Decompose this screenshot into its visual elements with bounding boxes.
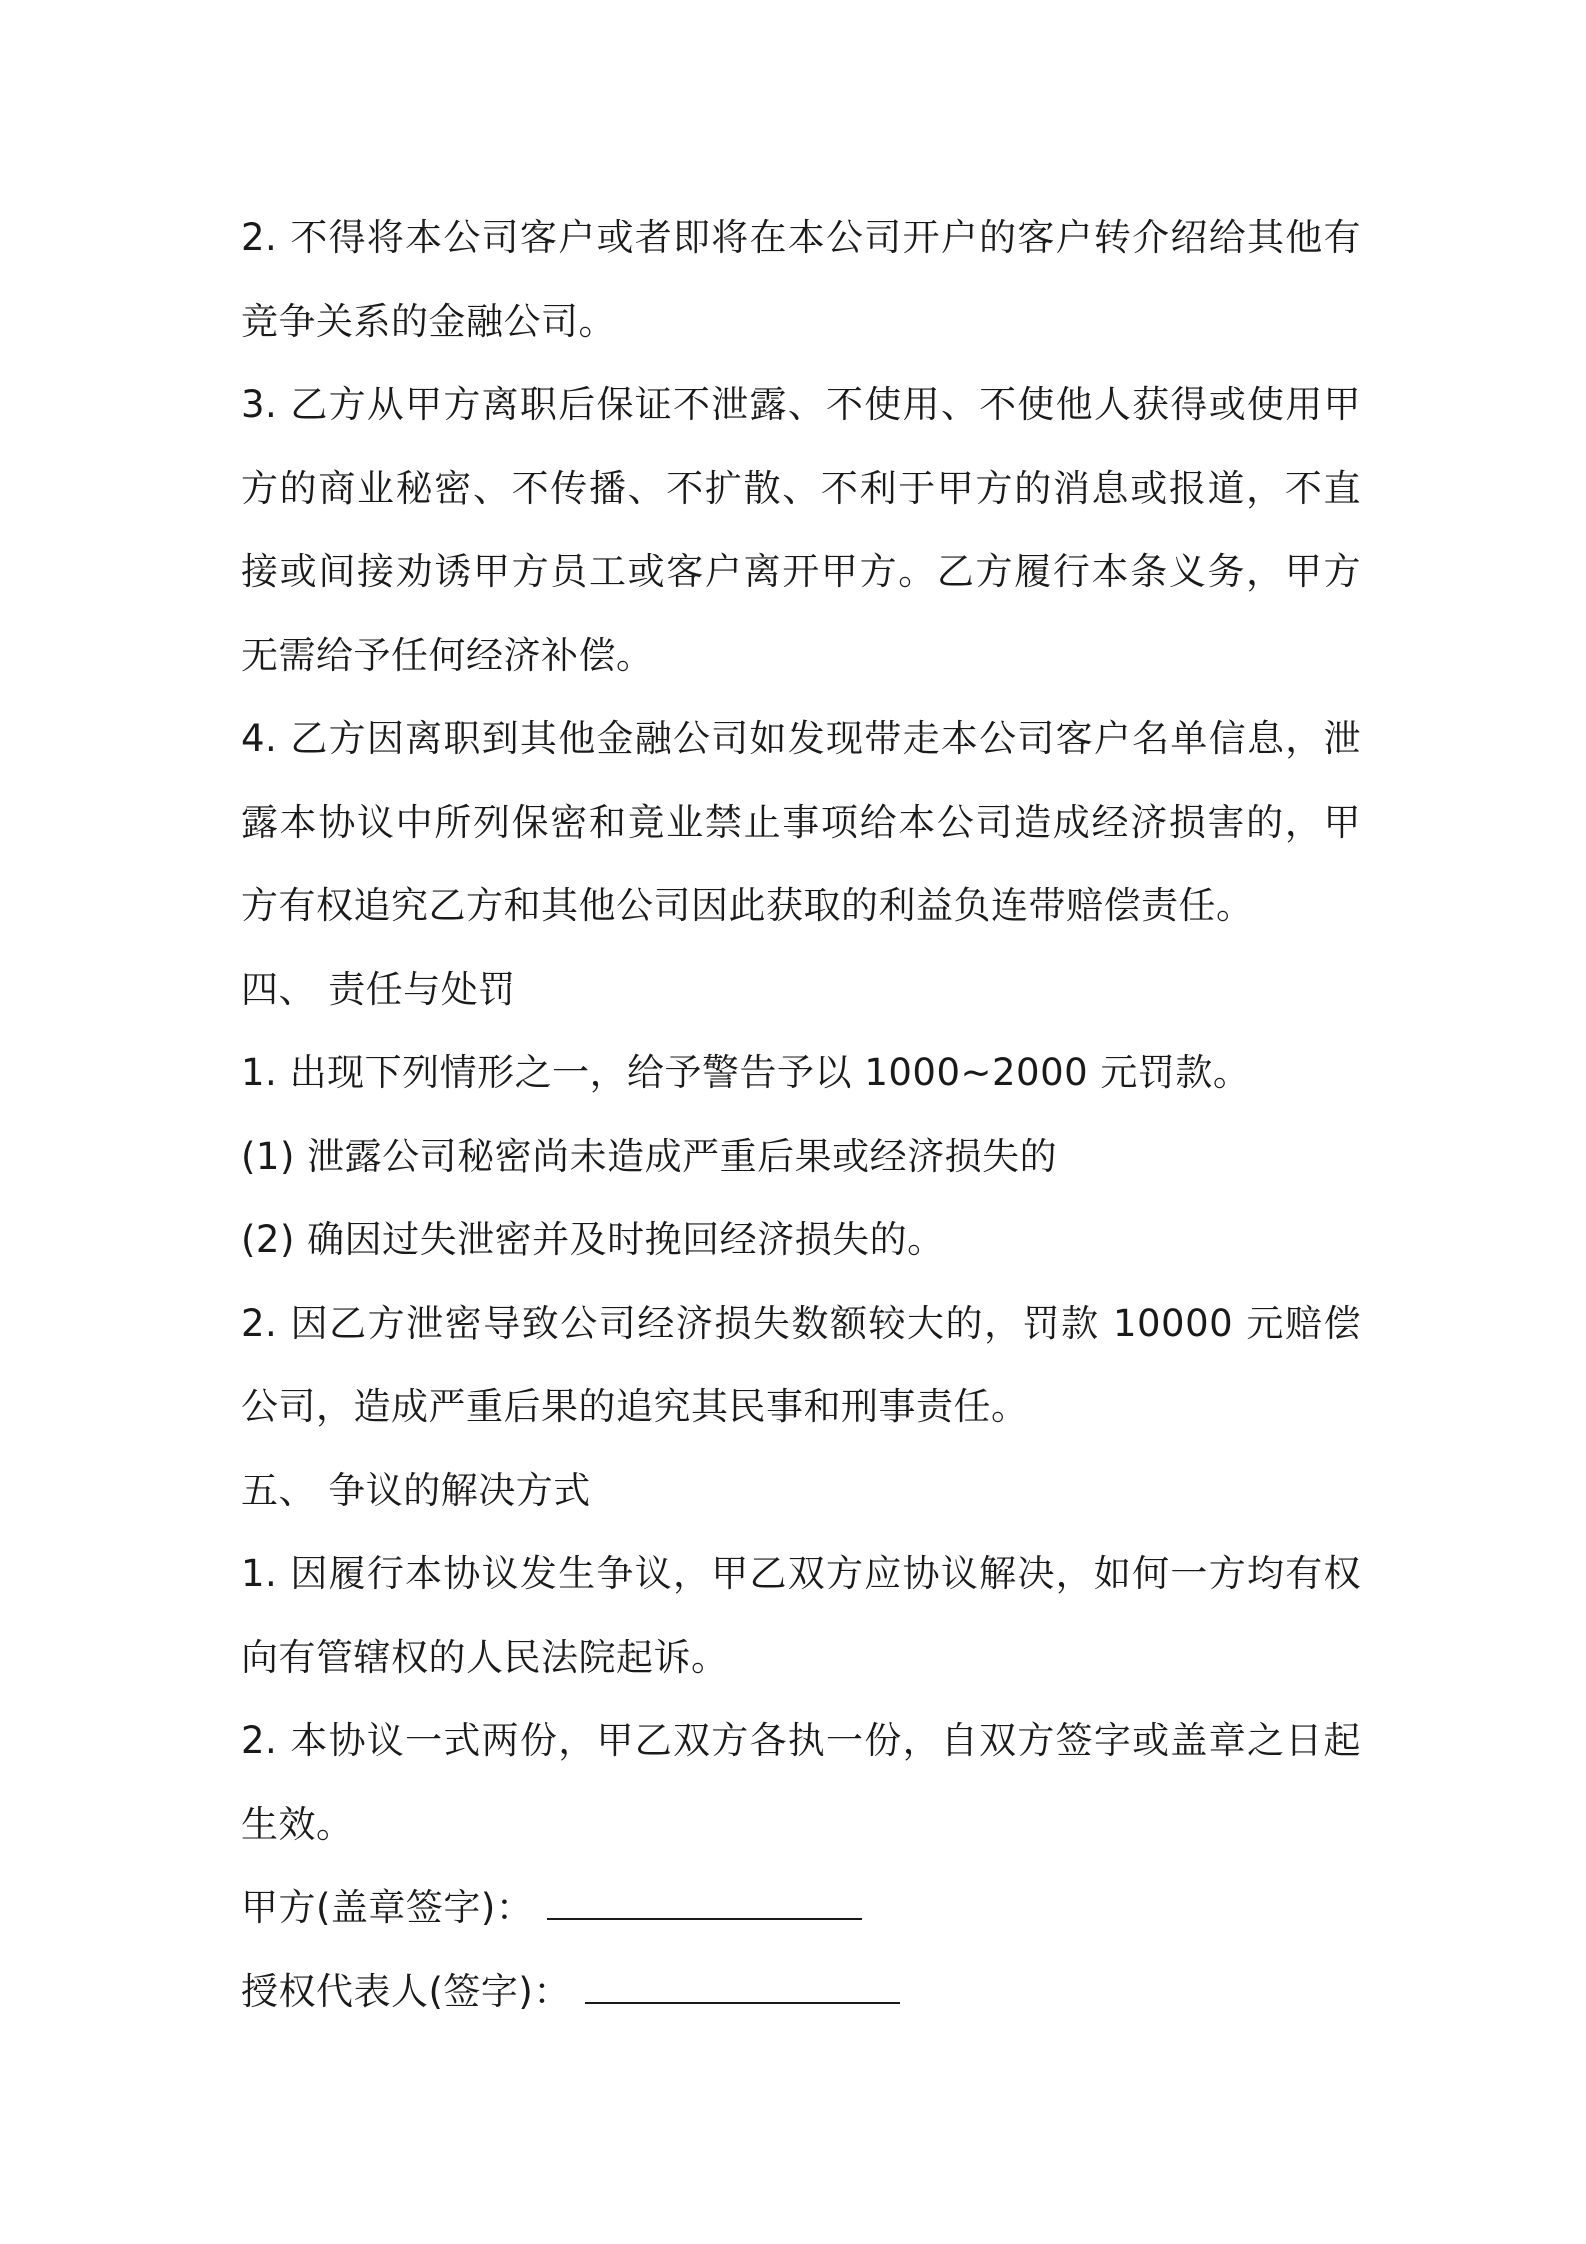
clause-3-3: 3. 乙方从甲方离职后保证不泄露、不使用、不使他人获得或使用甲方的商业秘密、不传播、不扩散、不利于甲方的消息或报道，不直接或间接劝诱甲方员工或客户离开甲方。乙方履行本条义务，甲方无需给予任何经济补偿。: [241, 383, 1361, 677]
section-5-heading: 五、 争议的解决方式: [241, 1468, 591, 1512]
representative-signature-row: [241, 1950, 1361, 2034]
clause-5-1: 1. 因履行本协议发生争议，甲乙双方应协议解决，如何一方均有权向有管辖权的人民法院起诉。: [241, 1552, 1361, 1679]
clause-3-4: 4. 乙方因离职到其他金融公司如发现带走本公司客户名单信息，泄露本协议中所列保密和竟业禁止事项给本公司造成经济损害的，甲方有权追究乙方和其他公司因此获取的利益负连带赔偿责任。: [241, 717, 1361, 927]
party-a-signature-line[interactable]: [547, 1888, 862, 1920]
clause-5-2: 2. 本协议一式两份，甲乙双方各执一份，自双方签字或盖章之日起生效。: [241, 1719, 1361, 1846]
representative-signature-line[interactable]: [585, 1972, 900, 2004]
clause-4-1: 1. 出现下列情形之一，给予警告予以 1000~2000 元罚款。: [241, 1051, 1251, 1094]
representative-signature-label: 授权代表人(签字)：: [241, 1969, 571, 2013]
clause-4-1-item-1: (1) 泄露公司秘密尚未造成严重后果或经济损失的: [241, 1134, 1058, 1178]
clause-4-2: 2. 因乙方泄密导致公司经济损失数额较大的，罚款 10000 元赔偿公司，造成严重后果的追究其民事和刑事责任。: [241, 1301, 1361, 1428]
party-a-signature-row: [241, 1866, 1361, 1950]
clause-4-1-item-2: (2) 确因过失泄密并及时挽回经济损失的。: [241, 1218, 945, 1261]
section-4-heading: 四、 责任与处罚: [241, 967, 516, 1011]
document-body: [241, 196, 1361, 2033]
party-a-signature-label: 甲方(盖章签字)：: [241, 1886, 534, 1929]
clause-3-2: 2. 不得将本公司客户或者即将在本公司开户的客户转介绍给其他有竞争关系的金融公司。: [241, 216, 1361, 343]
